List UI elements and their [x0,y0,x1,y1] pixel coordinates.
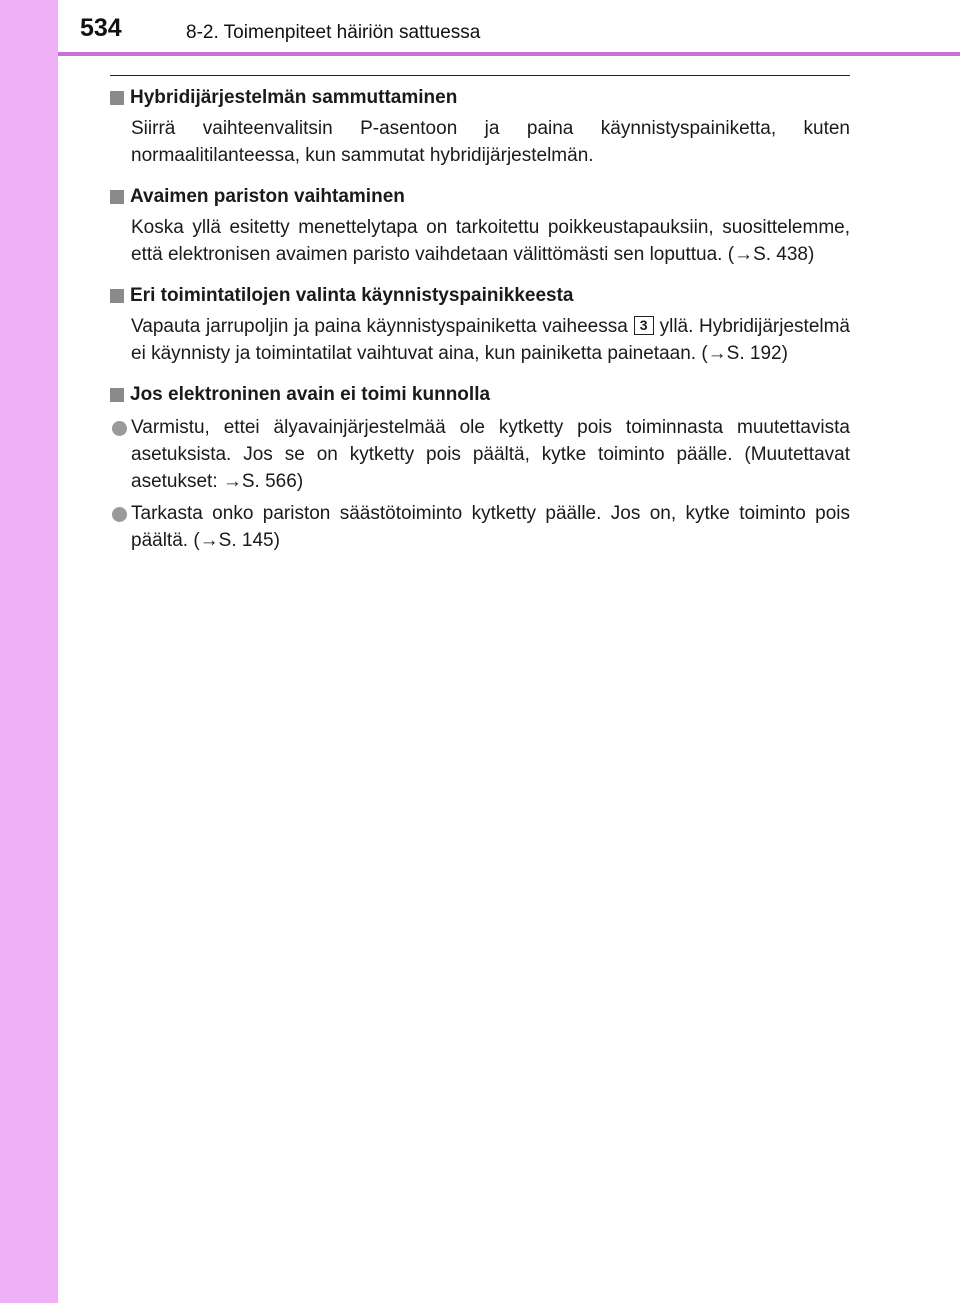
page-number: 534 [80,14,122,42]
section-title: 8-2. Toimenpiteet häiriön sattuessa [186,22,481,43]
section-heading: Hybridijärjestelmän sammuttaminen [130,87,458,108]
section-battery [110,183,850,268]
list-item-text: Varmistu, ettei älyavainjärjestelmää ole kytketty pois toiminnasta muutettavista asetuksista. Jos se on kytketty pois päältä, kytke toiminto päälle. (Muutettavat asetukset: →S. 566) [131,417,850,492]
side-color-band [0,0,58,1303]
section-shutdown [110,84,850,169]
square-bullet-icon [110,190,124,204]
section-heading: Jos elektroninen avain ei toimi kunnolla [130,384,491,405]
list-item-text: Tarkasta onko pariston säästötoiminto kytketty päälle. Jos on, kytke toiminto pois päältä. (→S. 145) [131,503,850,551]
section-text: Siirrä vaihteenvalitsin P-asentoon ja paina käynnistyspainiketta, kuten normaalitilanteessa, kun sammutat hybridijärjestelmän. [131,118,850,166]
list-item [110,500,850,554]
top-rule [110,75,850,76]
section-heading: Avaimen pariston vaihtaminen [130,186,405,207]
step-number-badge: 3 [634,316,654,335]
text-after-step: yllä. Hybridijärjestelmä ei käynnisty ja toimintatilat vaihtuvat aina, kun painiketta painetaan. (→S. 192) [131,316,851,364]
page-content [110,84,850,568]
text-before-step: Vapauta jarrupoljin ja paina käynnistyspainiketta vaiheessa [131,316,628,337]
list-item [110,414,850,495]
section-modes [110,282,850,367]
round-bullet-icon [112,421,127,436]
square-bullet-icon [110,388,124,402]
section-text [131,313,850,367]
section-heading: Eri toimintatilojen valinta käynnistyspainikkeesta [130,285,574,306]
section-key-malfunction [110,381,850,554]
section-text: Koska yllä esitetty menettelytapa on tarkoitettu poikkeustapauksiin, suosittelemme, että elektronisen avaimen paristo vaihdetaan välittömästi sen loputtua. (→S. 438) [131,217,850,265]
square-bullet-icon [110,91,124,105]
square-bullet-icon [110,289,124,303]
round-bullet-icon [112,507,127,522]
